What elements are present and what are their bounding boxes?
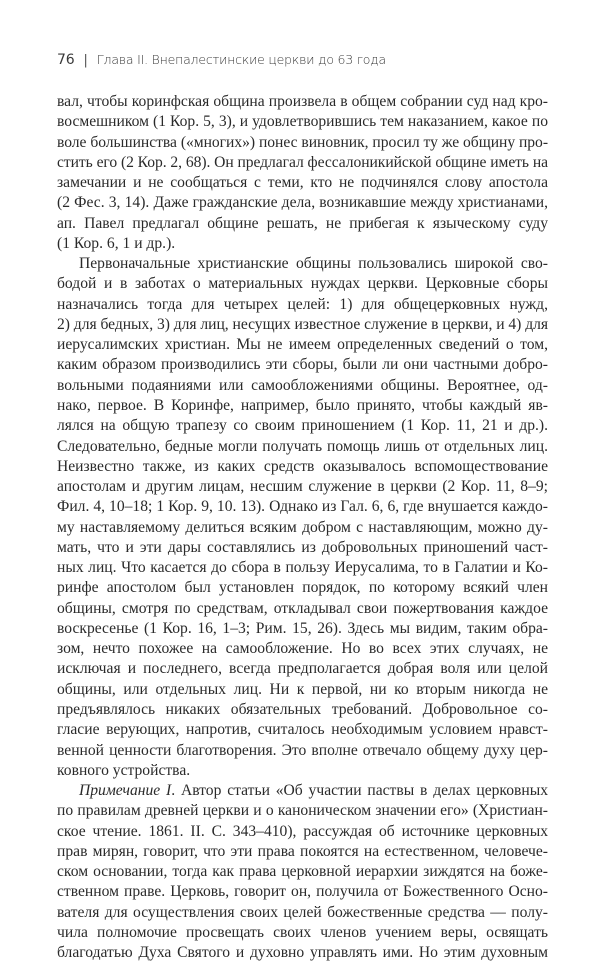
page-number: 76 (57, 52, 75, 68)
text-line (57, 882, 548, 902)
line-text: Первоначальные христианские общины пользовались широкой сво- (79, 255, 548, 273)
text-line (57, 578, 548, 598)
text-line (57, 234, 548, 254)
line-text: вольными подаяниями или самообложениями общины. Вероятнее, од- (57, 376, 548, 394)
line-text: каким образом производились эти сборы, были ли они частными добро- (57, 356, 548, 374)
text-line (57, 477, 548, 497)
text-line (57, 92, 548, 112)
text-line (57, 801, 548, 821)
text-line (57, 923, 548, 943)
line-text: лялся на общую трапезу со своим приношением (1 Кор. 11, 21 и др.). (57, 417, 548, 435)
text-line (57, 903, 548, 923)
line-text: иерусалимских христиан. Мы не имеем определенных сведений о том, (57, 336, 548, 354)
text-line (57, 842, 548, 862)
line-text: чила полномочие просвещать своих членов учением веры, освящать (57, 923, 548, 941)
text-line (57, 396, 548, 416)
text-line (57, 862, 548, 882)
text-line (57, 619, 548, 639)
line-text: му наставляемому делиться всяким добром с наставляющим, можно ду- (57, 518, 548, 536)
line-text: ское чтение. 1861. II. С. 343–410), рассуждая об источнике церковных (57, 822, 548, 840)
line-text: зом, нечто похожее на самообложение. Но во всех этих случаях, не (57, 640, 548, 658)
line-text: общины, смотря по средствам, откладывал свои пожертвования каждое (57, 599, 548, 617)
line-text: замечании и не сообщаться с теми, кто не подчинялся слову апостола (57, 174, 548, 192)
line-text: благодатью Духа Святого и духовно управлять ими. Но этим духовным (57, 944, 548, 962)
text-line (57, 700, 548, 720)
text-line (57, 741, 548, 761)
header-separator: | (83, 52, 88, 68)
text-line (57, 659, 548, 679)
line-text: по правилам древней церкви и о каноническом значении его» (Христиан- (57, 802, 548, 820)
line-text: Фил. 4, 10–18; 1 Кор. 9, 10. 13). Однако из Гал. 6, 6, где внушается каждо- (57, 498, 548, 516)
line-text: . Автор статьи «Об участии паствы в делах церковных (171, 782, 548, 800)
line-text: вал, чтобы коринфская община произвела в общем собрании суд над кро- (57, 93, 548, 110)
chapter-title: Глава II. Внепалестинские церкви до 63 года (96, 52, 386, 67)
line-text: ап. Павел предлагал общине решать, не прибегая к языческому суду (57, 214, 548, 232)
line-text: 2) для бедных, 3) для лиц, несущих известное служение в церкви, и 4) для (57, 315, 548, 333)
text-line (57, 457, 548, 477)
text-line (57, 822, 548, 842)
line-text: назначались тогда для четырех целей: 1) для общецерковных нужд, (57, 295, 548, 313)
line-text: гласие верующих, напротив, считалось необходимым условием нравст- (57, 721, 548, 739)
text-line (57, 599, 548, 619)
text-line (57, 193, 548, 213)
text-line (57, 781, 548, 801)
text-line (57, 274, 548, 294)
line-text: ных лиц. Что касается до сбора в пользу Иерусалима, то в Галатии и Ко- (57, 559, 548, 577)
line-text: восмешником (1 Кор. 5, 3), и удовлетворившись тем наказанием, какое по (57, 113, 548, 131)
line-text: общины, или отдельных лиц. Ни к первой, ни ко вторым никогда не (57, 680, 548, 698)
line-text: ринфе апостолом был установлен порядок, по которому всякий член (57, 579, 548, 597)
line-text: Следовательно, бедные могли получать помощь лишь от отдельных лиц. (57, 437, 548, 455)
line-text: предъявлялось никаких обязательных требований. Добровольное со- (57, 700, 548, 718)
text-line (57, 518, 548, 538)
note-label: Примечание I (79, 782, 172, 800)
line-text: нако, первое. В Коринфе, например, было принято, чтобы каждый яв- (57, 396, 548, 414)
text-line (57, 112, 548, 132)
text-line (57, 416, 548, 436)
text-line (57, 680, 548, 700)
text-line (57, 173, 548, 193)
line-text: прав мирян, говорит, что эти права покоятся на естественном, человече- (57, 842, 548, 860)
text-line (57, 214, 548, 234)
text-line (57, 437, 548, 457)
line-text: (1 Кор. 6, 1 и др.). (57, 234, 176, 252)
text-line (57, 558, 548, 578)
line-text: венной ценности благотворения. Это вполне отвечало общему духу цер- (57, 741, 548, 759)
line-text: Неизвестно также, из каких средств оказывалось вспомоществование (57, 457, 548, 475)
line-text: ковного устройства. (57, 761, 191, 779)
text-line (57, 538, 548, 558)
line-text: ственном праве. Церковь, говорит он, получила от Божественного Осно- (57, 883, 548, 901)
text-line (57, 355, 548, 375)
line-text: стить его (2 Кор. 2, 68). Он предлагал фессалоникийской общине иметь на (57, 153, 548, 171)
text-line (57, 639, 548, 659)
text-line (57, 254, 548, 274)
text-line (57, 720, 548, 740)
line-text: вателя для осуществления своих целей божественные средства — полу- (57, 903, 548, 921)
line-text: воле большинства («многих») понес виновник, просил ту же общину про- (57, 133, 548, 151)
text-line (57, 153, 548, 173)
text-line (57, 133, 548, 153)
line-text: воскресенье (1 Кор. 16, 1–3; Рим. 15, 26). Здесь мы видим, таким обра- (57, 619, 548, 637)
text-line (57, 315, 548, 335)
text-line (57, 497, 548, 517)
text-line (57, 761, 548, 781)
line-text: (2 Фес. 3, 14). Даже гражданские дела, возникавшие между христианами, (57, 194, 548, 212)
text-line (57, 376, 548, 396)
running-header (57, 52, 386, 68)
line-text: исключая и последнего, всегда предполагается добрая воля или целой (57, 660, 548, 678)
text-line (57, 335, 548, 355)
line-text: апостолам и другим лицам, несшим служение в церкви (2 Кор. 11, 8–9; (57, 478, 548, 496)
page-body-text (57, 92, 548, 963)
text-line (57, 295, 548, 315)
line-text: бодой и в заботах о материальных нуждах церкви. Церковные сборы (57, 275, 548, 293)
line-text: мать, что и эти дары составлялись из добровольных приношений част- (57, 538, 548, 556)
text-line (57, 943, 548, 963)
line-text: ском основании, тогда как права церковной иерархии зиждятся на боже- (57, 863, 548, 881)
